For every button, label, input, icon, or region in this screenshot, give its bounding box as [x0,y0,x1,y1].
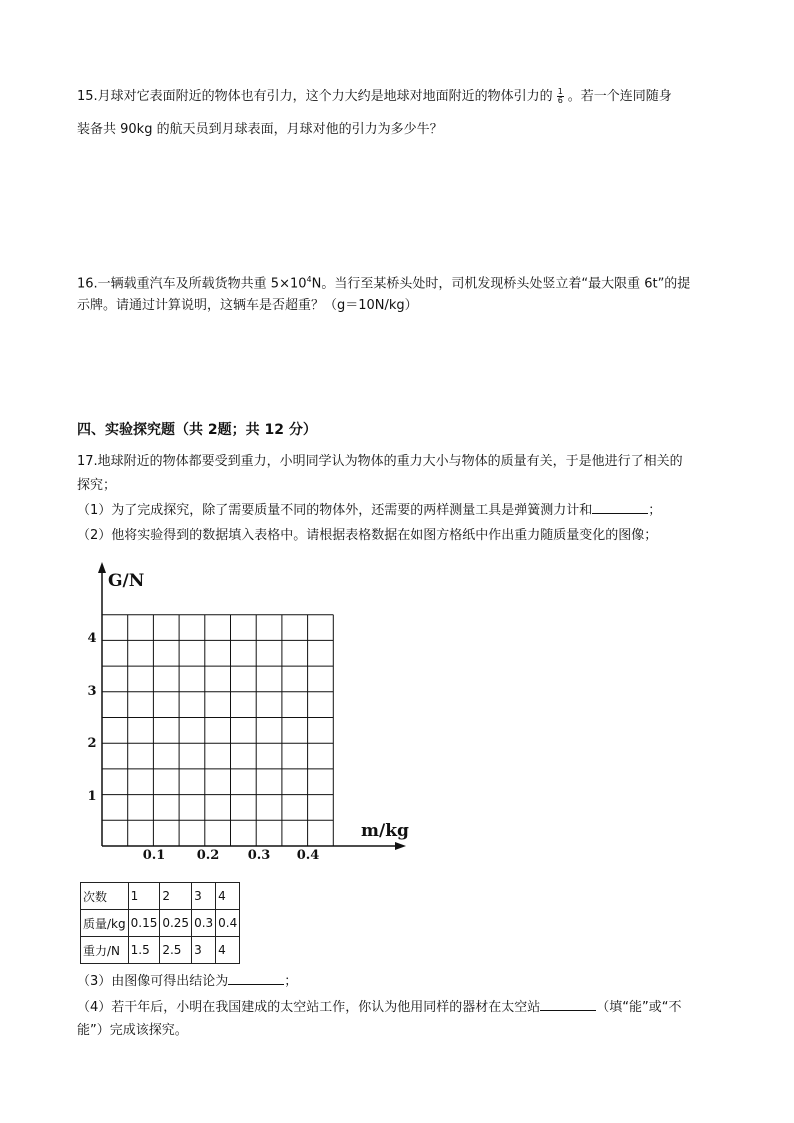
table-cell: 0.4 [216,910,240,937]
answer-blank-1[interactable] [592,501,648,514]
fraction-denominator: 6 [557,96,563,105]
y-axis-arrow-icon [98,562,106,573]
table-cell: 0.3 [192,910,216,937]
q16-line-1 [77,271,690,293]
table-row [81,910,240,937]
q15-line-1 [77,88,672,106]
table-cell: 质量/kg [81,910,129,937]
table-cell: 2.5 [160,937,192,964]
table-row [81,937,240,964]
y-tick-label: 2 [87,736,97,751]
x-axis-label: m/kg [361,821,409,841]
q15-line-2: 装备共 90kg 的航天员到月球表面，月球对他的引力为多少牛？ [77,122,443,137]
table-cell: 3 [192,937,216,964]
y-tick-label: 4 [87,631,97,646]
table-cell: 次数 [81,883,129,910]
table-cell: 1.5 [128,937,160,964]
grid-chart [78,560,418,870]
section-title: 四、实验探究题（共 2题；共 12 分） [77,422,317,438]
y-tick-label: 3 [87,684,97,699]
q17-part-3-end: ； [284,974,298,989]
q17-part-4-end: （填“能”或“不 [596,1000,682,1015]
q15-text-a: 15.月球对它表面附近的物体也有引力，这个力大约是地球对地面附近的物体引力的 [77,89,553,104]
q17-part-1-end: ； [648,503,662,518]
q17-part-3-text: （3）由图像可得出结论为 [77,974,229,989]
grid-lines [102,615,333,846]
table-cell: 0.25 [160,910,192,937]
q17-part-2: （2）他将实验得到的数据填入表格中。请根据表格数据在如图方格纸中作出重力随质量变化的图像； [77,528,658,543]
data-table [80,882,240,964]
q17-part-4 [77,998,682,1017]
q16-text-a: 16.一辆载重汽车及所载货物共重 5×10 [77,276,307,292]
q16-text-b: N。当行至某桥头处时，司机发现桥头处竖立着“最大限重 6t”的提 [311,276,691,292]
answer-blank-3[interactable] [228,972,284,985]
table-cell: 4 [216,883,240,910]
q16-line-2: 示牌。请通过计算说明，这辆车是否超重？（g＝10N/kg） [77,298,418,313]
q17-line-2: 探究； [77,478,117,493]
answer-blank-4[interactable] [540,998,596,1011]
x-tick-label: 0.2 [196,848,220,863]
q17-part-1 [77,501,661,520]
q17-line-1: 17.地球附近的物体都要受到重力，小明同学认为物体的重力大小与物体的质量有关，于是他进行了相关的 [77,454,683,469]
table-row [81,883,240,910]
q17-part-4-text: （4）若干年后，小明在我国建成的太空站工作，你认为他用同样的器材在太空站 [77,1000,541,1015]
y-tick-label: 1 [87,789,97,804]
table-cell: 0.15 [128,910,160,937]
q16-exponent: 4 [306,275,312,284]
q17-part-3 [77,972,297,991]
fraction-numerator: 1 [557,87,563,96]
q17-part-1-text: （1）为了完成探究，除了需要质量不同的物体外，还需要的两样测量工具是弹簧测力计和 [77,503,593,518]
fraction-one-sixth [557,88,564,105]
table-cell: 1 [128,883,160,910]
x-tick-label: 0.3 [247,848,271,863]
table-cell: 2 [160,883,192,910]
y-axis-label: G/N [108,571,145,591]
table-cell: 3 [192,883,216,910]
x-tick-label: 0.4 [296,848,320,863]
table-cell: 重力/N [81,937,129,964]
x-tick-label: 0.1 [142,848,166,863]
x-axis-arrow-icon [395,842,406,850]
table-cell: 4 [216,937,240,964]
q17-part-4-line-2: 能”）完成该探究。 [77,1023,188,1038]
q15-text-b: 。若一个连同随身 [567,89,672,104]
